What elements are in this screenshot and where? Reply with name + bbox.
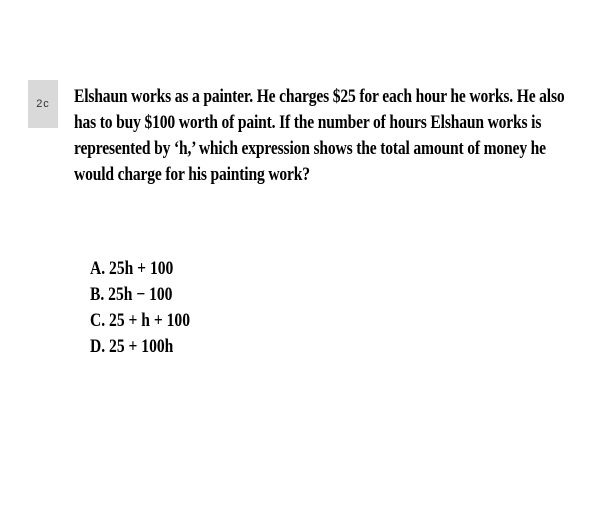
question-number-badge xyxy=(28,80,58,128)
question-text: Elshaun works as a painter. He charges $25 for each hour he works. He also has to buy $100 worth of paint. If the number of hours Elshaun works is represented by ‘h,’ which expression shows the total amount of money he would charge for his painting work? xyxy=(74,86,565,185)
choice-d[interactable]: D. 25 + 100h xyxy=(90,336,174,357)
choice-a[interactable]: A. 25h + 100 xyxy=(90,258,174,279)
question-number: 2c xyxy=(36,98,50,110)
answer-choices xyxy=(90,256,190,360)
choice-c[interactable]: C. 25 + h + 100 xyxy=(90,310,191,331)
choice-b[interactable]: B. 25h − 100 xyxy=(90,284,173,305)
